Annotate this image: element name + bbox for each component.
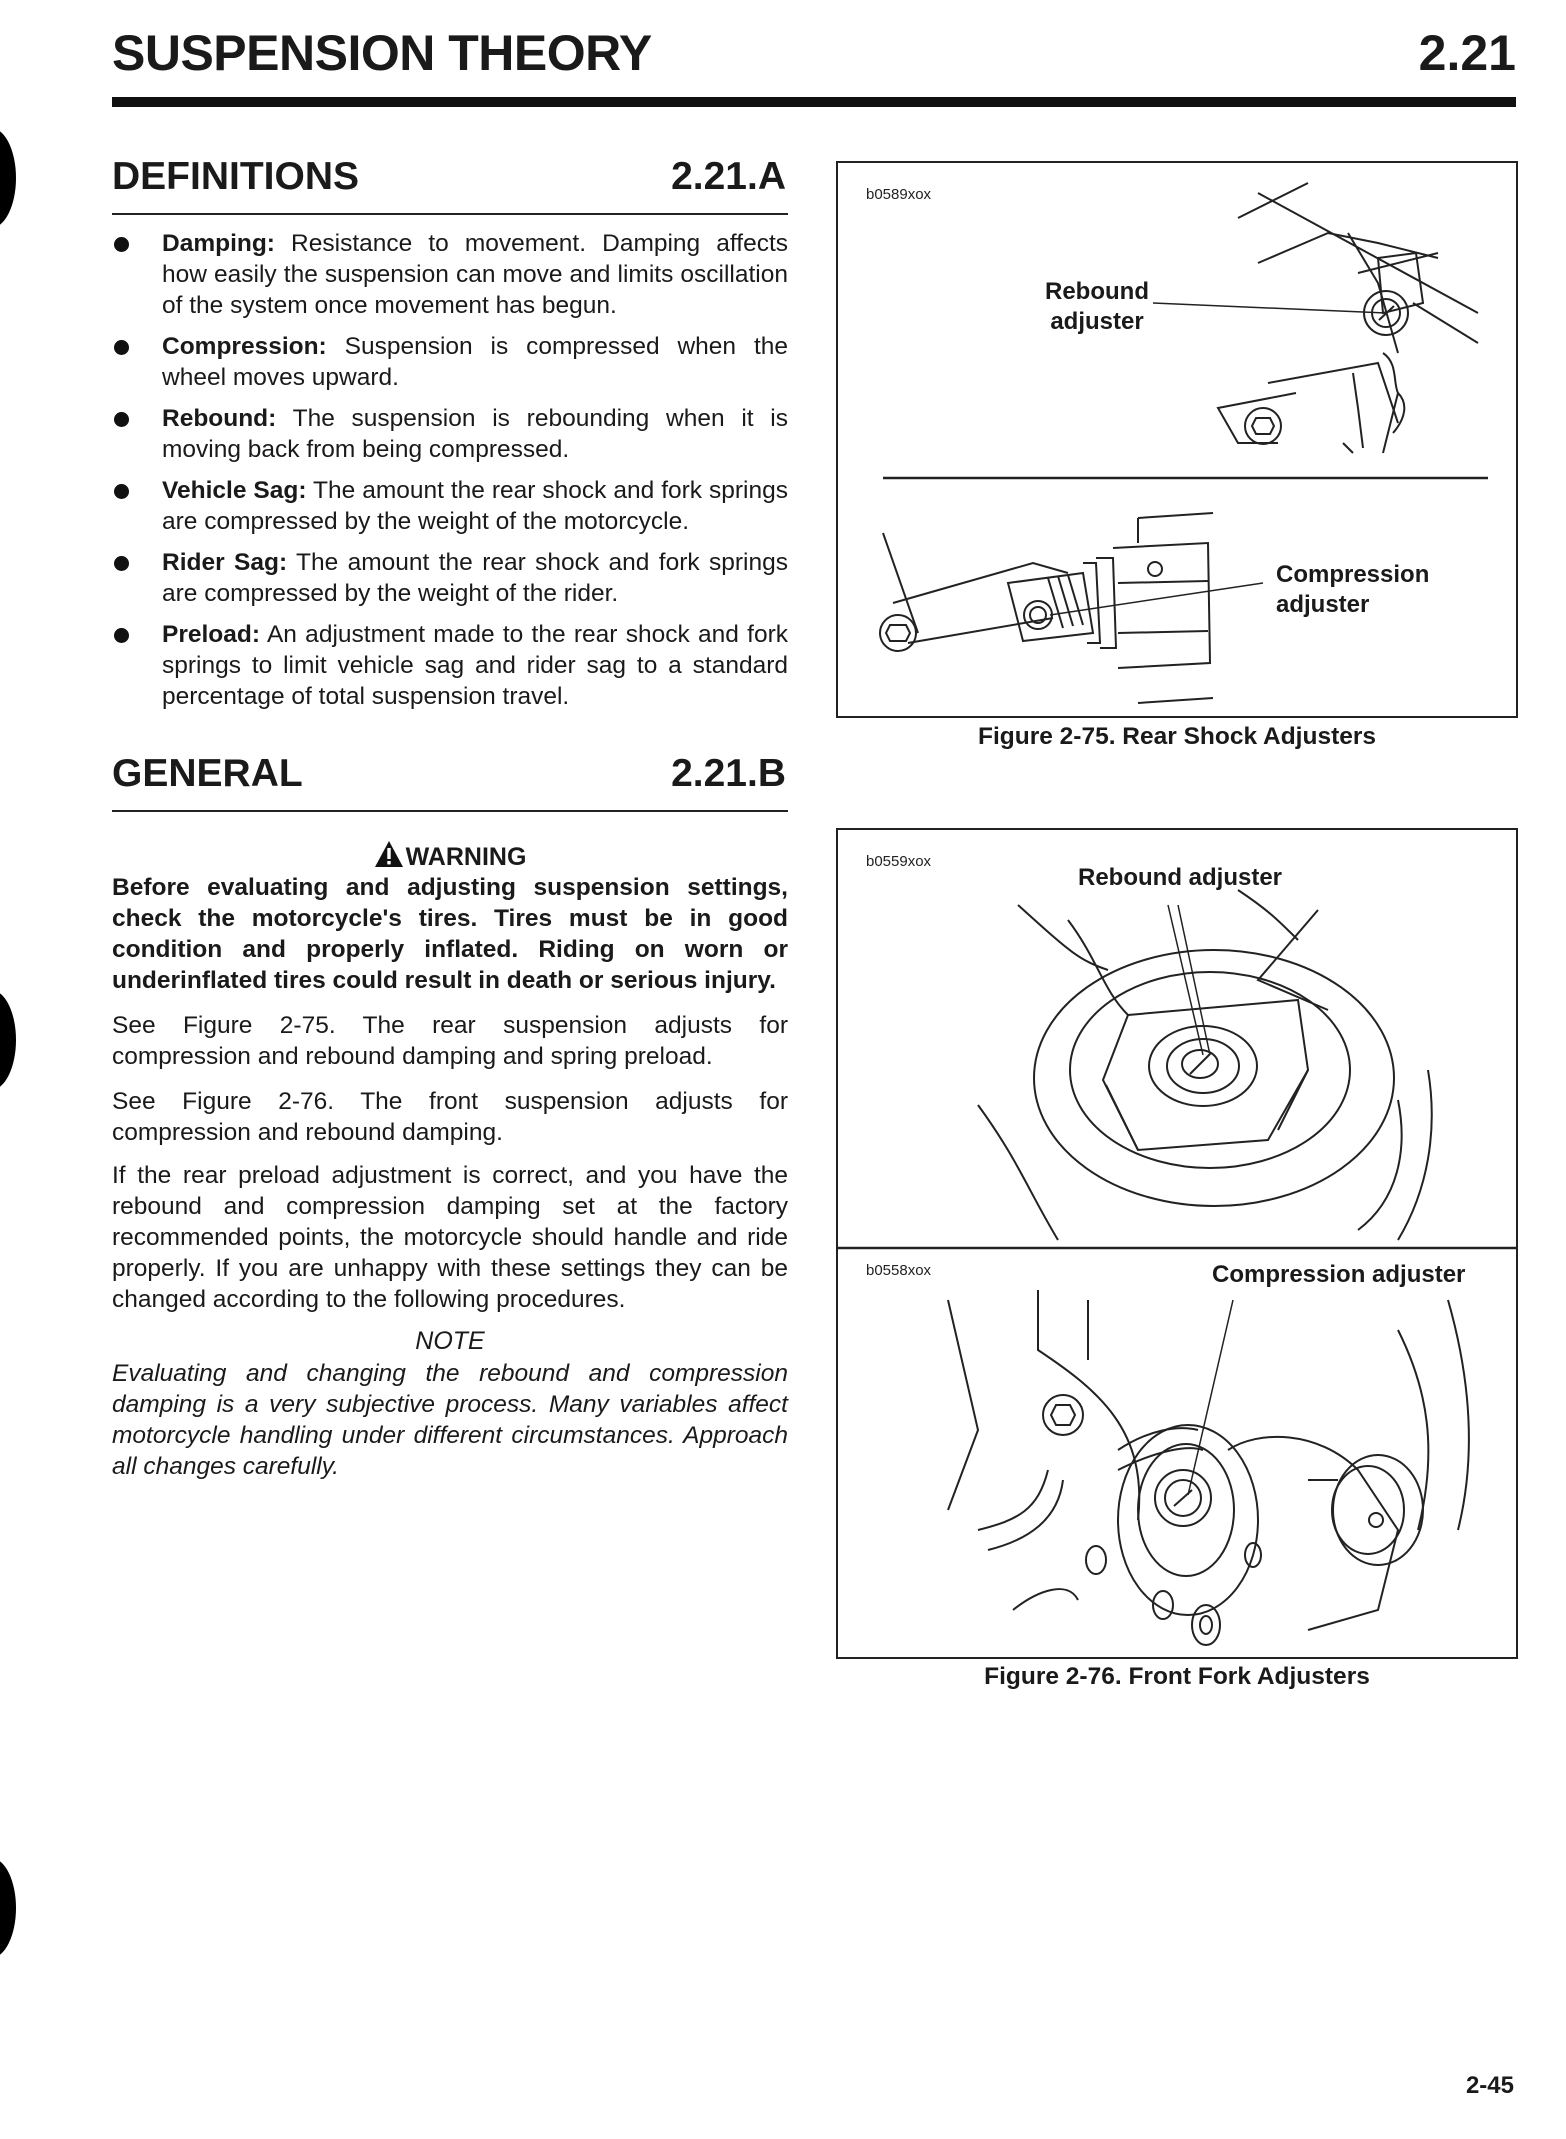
list-item xyxy=(112,228,788,321)
figure-front-fork xyxy=(836,828,1518,1659)
definition-text: The suspension is rebounding when it is moving back from being compressed. xyxy=(162,405,788,463)
label-line: adjuster xyxy=(1276,591,1370,618)
definition-term: Compression: xyxy=(162,333,327,360)
definition-term: Damping: xyxy=(162,230,275,257)
figure-code: b0559xox xyxy=(866,853,932,870)
list-item xyxy=(112,475,788,537)
figure-code: b0589xox xyxy=(866,186,932,203)
definition-term: Preload: xyxy=(162,621,261,648)
list-item xyxy=(112,547,788,609)
rebound-adjuster-label xyxy=(1032,277,1162,337)
bullet-icon xyxy=(114,340,129,355)
paragraph: See Figure 2-75. The rear suspension adjusts for compression and rebound damping and spring preload. xyxy=(112,1012,788,1070)
front-fork-drawing xyxy=(838,830,1516,1657)
bullet-icon xyxy=(114,237,129,252)
figure-caption: Figure 2-76. Front Fork Adjusters xyxy=(984,1663,1370,1690)
figure-code: b0558xox xyxy=(866,1262,932,1279)
warning-text: Before evaluating and adjusting suspension settings, check the motorcycle's tires. Tires must be in good condition and properly inflated. Riding on worn or underinflated tires could result in death or serious injury. xyxy=(112,874,788,994)
bullet-icon xyxy=(114,556,129,571)
general-number: 2.21.B xyxy=(671,752,786,795)
list-item xyxy=(112,331,788,393)
definition-term: Vehicle Sag: xyxy=(162,477,307,504)
warning-triangle-icon xyxy=(374,840,404,868)
definitions-list xyxy=(112,228,788,722)
definition-term: Rider Sag: xyxy=(162,549,288,576)
warning-label: WARNING xyxy=(405,843,527,871)
page-title: SUSPENSION THEORY xyxy=(112,25,652,81)
binder-hole xyxy=(0,990,16,1090)
paragraph: If the rear preload adjustment is correct, and you have the rebound and compression damping set at the factory recommended points, the motorcycle should handle and ride properly. If you are unhappy with these settings they can be changed according to the following procedures. xyxy=(112,1162,788,1313)
rear-shock-drawing xyxy=(838,163,1516,716)
note-text: Evaluating and changing the rebound and compression damping is a very subjective process. Many variables affect motorcycle handling under different circumstances. Approach all changes carefully. xyxy=(112,1360,788,1480)
section-number: 2.21 xyxy=(1418,25,1516,81)
general-heading xyxy=(112,752,788,812)
note-heading: NOTE xyxy=(415,1327,485,1355)
definition-text: An adjustment made to the rear shock and fork springs to limit vehicle sag and rider sag to a standard percentage of total suspension travel. xyxy=(162,621,788,710)
figure-caption: Figure 2-75. Rear Shock Adjusters xyxy=(977,723,1377,750)
definition-text: The amount the rear shock and fork springs are compressed by the weight of the rider. xyxy=(162,549,788,607)
binder-hole xyxy=(0,1858,16,1958)
compression-adjuster-label xyxy=(1276,560,1429,620)
bullet-icon xyxy=(114,412,129,427)
definition-text: The amount the rear shock and fork springs are compressed by the weight of the motorcycle. xyxy=(162,477,788,535)
bullet-icon xyxy=(114,484,129,499)
definitions-number: 2.21.A xyxy=(671,155,786,198)
definitions-title: DEFINITIONS xyxy=(112,155,360,198)
figure-rear-shock xyxy=(836,161,1518,718)
definitions-heading xyxy=(112,155,788,215)
definition-text: Resistance to movement. Damping affects how easily the suspension can move and limits oscillation of the system once movement has begun. xyxy=(162,230,788,319)
label-line: Rebound xyxy=(1045,278,1149,305)
definition-text: Suspension is compressed when the wheel moves upward. xyxy=(162,333,788,391)
binder-hole xyxy=(0,128,16,228)
paragraph: See Figure 2-76. The front suspension adjusts for compression and rebound damping. xyxy=(112,1088,788,1146)
warning-heading xyxy=(112,840,788,872)
bullet-icon xyxy=(114,628,129,643)
compression-adjuster-label: Compression adjuster xyxy=(1212,1261,1466,1288)
header-rule xyxy=(112,97,1516,107)
label-line: adjuster xyxy=(1050,308,1144,335)
list-item xyxy=(112,619,788,712)
page-number: 2-45 xyxy=(1465,2072,1514,2099)
general-title: GENERAL xyxy=(112,752,303,795)
definition-term: Rebound: xyxy=(162,405,277,432)
rebound-adjuster-label: Rebound adjuster xyxy=(1078,864,1283,891)
list-item xyxy=(112,403,788,465)
label-line: Compression xyxy=(1276,561,1430,588)
